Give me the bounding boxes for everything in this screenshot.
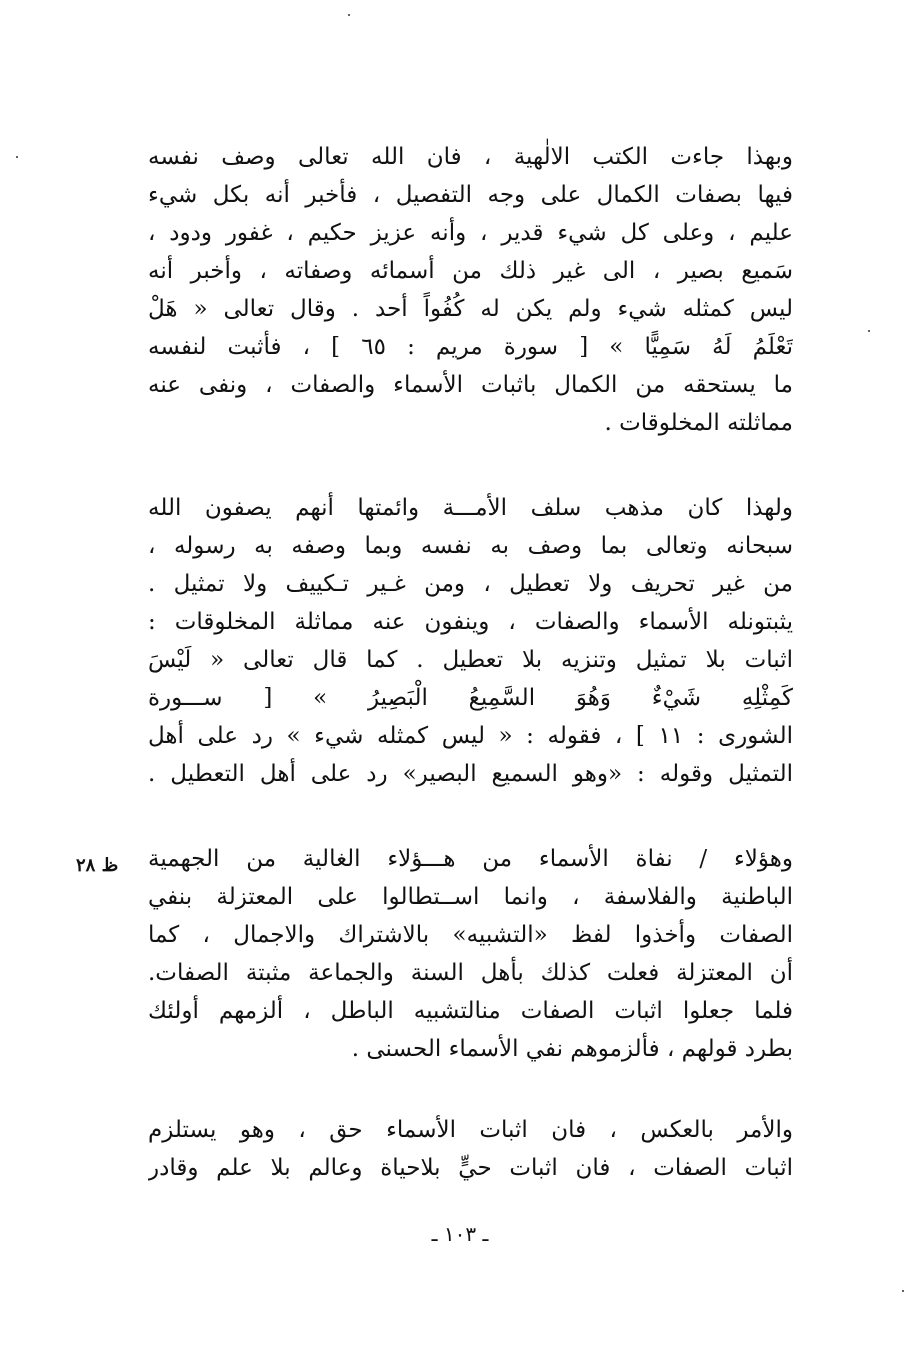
text-line: عليم ، وعلى كل شيء قدير ، وأنه عزيز حكيم ، غفور ودود ، [148,220,793,246]
scan-speck [16,156,18,158]
paragraph-3 [148,840,793,1068]
text-line: فيها بصفات الكمال على وجه التفصيل ، فأخبر أنه بكل شيء [148,182,793,208]
paragraph-2 [148,489,793,793]
text-line: ولهذا كان مذهب سلف الأمـــة وائمتها أنهم يصفون الله [148,495,793,521]
text-line: أن المعتزلة فعلت كذلك بأهل السنة والجماعة مثبتة الصفات. [148,960,793,986]
text-line: وبهذا جاءت الكتب الالٰهية ، فان الله تعالى وصف نفسه [148,144,793,170]
text-line: يثبتونله الأسماء والصفات ، وينفون عنه مماثلة المخلوقات : [148,609,793,635]
text-line: سبحانه وتعالى بما وصف به نفسه وبما وصفه به رسوله ، [148,533,793,559]
text-line: اثبات الصفات ، فان اثبات حيٍّ بلاحياة وعالم بلا علم وقادر [148,1155,793,1181]
text-line: والأمر بالعكس ، فان اثبات الأسماء حق ، وهو يستلزم [148,1117,793,1143]
text-line: ليس كمثله شيء ولم يكن له كُفُواً أحد . وقال تعالى « هَلْ [148,296,793,322]
text-line: التمثيل وقوله : «وهو السميع البصير» رد على أهل التعطيل . [148,761,793,787]
text-line: الباطنية والفلاسفة ، وانما اســتطالوا على المعتزلة بنفي [148,884,793,910]
text-line: سَميع بصير ، الى غير ذلك من أسمائه وصفاته ، وأخبر أنه [148,258,793,284]
text-line: ما يستحقه من الكمال باثبات الأسماء والصفات ، ونفى عنه [148,372,793,398]
scan-speck [902,1290,904,1292]
text-line: اثبات بلا تمثيل وتنزيه بلا تعطيل . كما قال تعالى « لَيْسَ [148,647,793,673]
text-line: الصفات وأخذوا لفظ «التشبيه» بالاشتراك والاجمال ، كما [148,922,793,948]
paragraph-1 [148,138,793,442]
scan-speck [348,14,350,16]
scan-speck [868,330,870,332]
text-line: بطرد قولهم ، فألزموهم نفي الأسماء الحسنى . [351,1036,793,1062]
text-line: تَعْلَمُ لَهُ سَمِيًّا » [ سورة مريم : ٦٥ ] ، فأثبت لنفسه [148,334,793,360]
paragraph-4 [148,1111,793,1187]
text-line: كَمِثْلِهِ شَيْءٌ وَهُوَ السَّمِيعُ الْبَصِيرُ » [ ســـورة [148,685,793,711]
text-line: الشورى : ١١ ] ، فقوله : « ليس كمثله شيء » رد على أهل [148,723,793,749]
margin-manuscript-note: ظ ٢٨ [76,855,119,876]
text-line: مماثلته المخلوقات . [604,410,793,436]
text-line: وهؤلاء / نفاة الأسماء من هـــؤلاء الغالية من الجهمية [148,846,793,872]
text-line: من غير تحريف ولا تعطيل ، ومن غـير تـكييف ولا تمثيل . [148,571,793,597]
page-number: ـ ١٠٣ ـ [431,1222,489,1246]
text-line: فلما جعلوا اثبات الصفات منالتشبيه الباطل ، ألزمهم أولئك [148,998,793,1024]
